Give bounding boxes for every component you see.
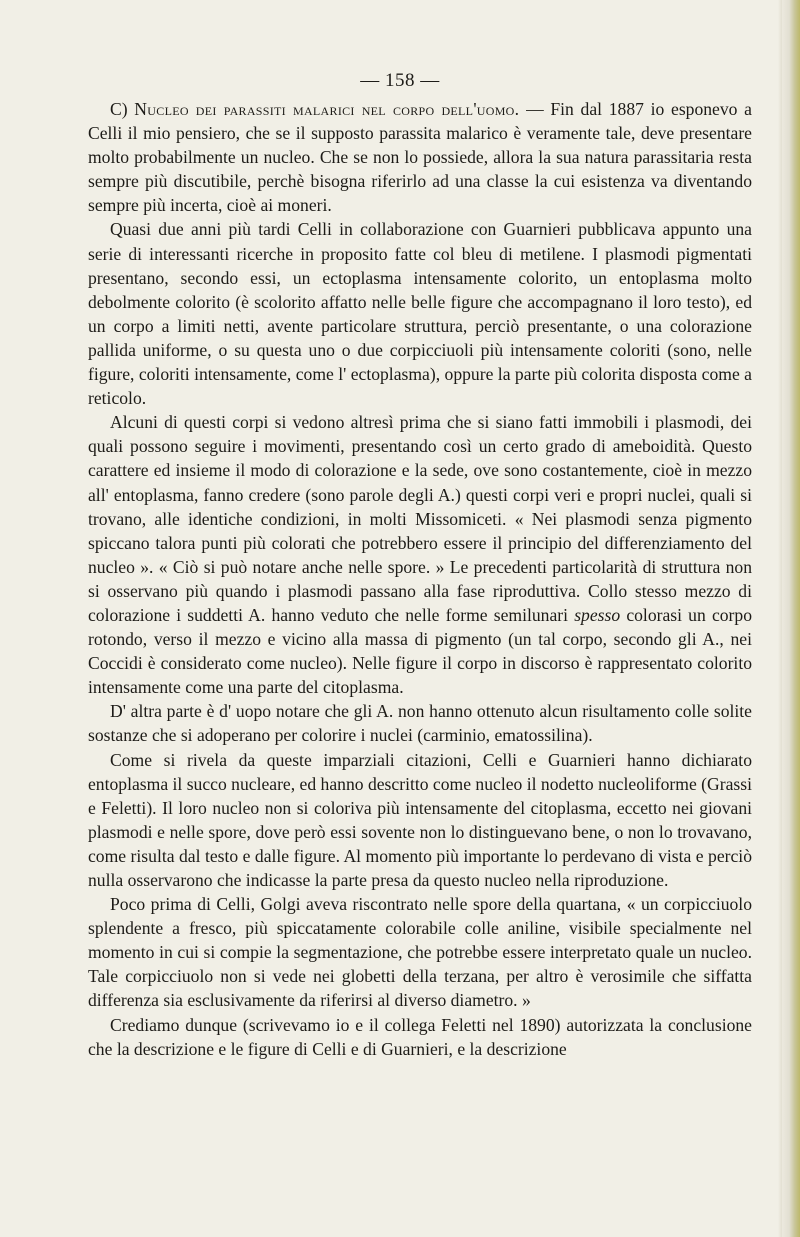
paragraph (88, 410, 752, 699)
paragraph: Crediamo dunque (scrivevamo io e il collega Feletti nel 1890) autorizzata la conclusione che la descrizione e le figure di Celli e di Guarnieri, e la descrizione (88, 1014, 752, 1059)
page-body (88, 97, 752, 1061)
paragraph-section-c (88, 97, 752, 217)
page-edge (782, 0, 800, 1237)
paragraph: D' altra parte è d' uopo notare che gli A. non hanno ottenuto alcun risultamento colle solite sostanze che si adoperano per colorire i nuclei (carminio, ematossilina). (88, 701, 752, 746)
paragraph: Poco prima di Celli, Golgi aveva riscontrato nelle spore della quartana, « un corpicciuolo splendente a fresco, più spiccatamente colorabile colle aniline, visibile specialmente nel momento in cui si compie la segmentazione, che potrebbe essere interpretato quale un nucleo. Tale corpicciuolo non si vede nei globetti della terzana, per altro è verosimile che siffatta differenza sia esclusivamente da riferirsi al diverso diametro. » (88, 894, 752, 1011)
paragraph-text: colorasi un corpo rotondo, verso il mezzo e vicino alla massa di pigmento (un tal corpo, secondo gli A., nei Coccidi è considerato come nucleo). Nelle figure il corpo in discorso è rappresentato colorito intensamente come una parte del citoplasma. (88, 604, 752, 698)
page-number: — 158 — (360, 70, 440, 91)
paragraph: Come si rivela da queste imparziali citazioni, Celli e Guarnieri hanno dichiarato entoplasma il succo nucleare, ed hanno descritto come nucleo il nodetto nucleoliforme (Grassi e Feletti). Il loro nucleo non si coloriva più intensamente del citoplasma, eccetto nei giovani plasmodi e nelle spore, dove però essi sovente non lo distinguevano bene, o non lo trovavano, come risulta dal testo e dalle figure. Al momento più importante lo perdevano di vista e perciò nulla osservarono che indicasse la parte presa da questo nucleo nella riproduzione. (88, 749, 752, 890)
paragraph-text: — Fin dal 1887 io esponevo a Celli il mio pensiero, che se il supposto parassita malarico è veramente tale, deve presentare molto probabilmente un nucleo. Che se non lo possiede, allora la sua natura parassitaria resta sempre più discutibile, perchè bisogna riferirlo ad una classe la cui esistenza va diventando sempre più incerta, cioè ai moneri. (88, 99, 752, 216)
section-heading: Nucleo dei parassiti malarici nel corpo dell'uomo. (134, 99, 520, 119)
section-label: C) (110, 99, 128, 119)
paragraph-text: Alcuni di questi corpi si vedono altresì prima che si siano fatti immobili i plasmodi, dei quali possono seguire i movimenti, presentando così un certo grado di ameboidità. Questo carattere ed insieme il modo di colorazione e la sede, ove sono costantemente, cioè in mezzo all' entoplasma, fanno credere (sono parole degli A.) questi corpi veri e propri nuclei, quali si trovano, alle identiche condizioni, in molti Missomiceti. « Nei plasmodi senza pigmento spiccano talora punti più colorati che potrebbero essere il principio del differenziamento del nucleo ». « Ciò si può notare anche nelle spore. » Le precedenti particolarità di struttura non si osservano più quando i plasmodi passano alla fase riproduttiva. Collo stesso mezzo di colorazione i suddetti A. hanno veduto che nelle forme semilunari (88, 412, 752, 625)
paragraph: Quasi due anni più tardi Celli in collaborazione con Guarnieri pubblicava appunto una serie di interessanti ricerche in proposito fatte col bleu di metilene. I plasmodi pigmentati presentano, secondo essi, un ectoplasma intensamente colorito, un entoplasma molto debolmente colorito (è scolorito affatto nelle belle figure che accompagnano il loro testo), ed un corpo a limiti netti, avente particolare struttura, perciò presentante, o una colorazione pallida uniforme, o su questa uno o due corpicciuoli più intensamente coloriti (sono, nelle figure, coloriti intensamente, come l' ectoplasma), oppure la parte più colorita disposta come a reticolo. (88, 219, 752, 409)
emphasis-text: spesso (574, 604, 621, 625)
